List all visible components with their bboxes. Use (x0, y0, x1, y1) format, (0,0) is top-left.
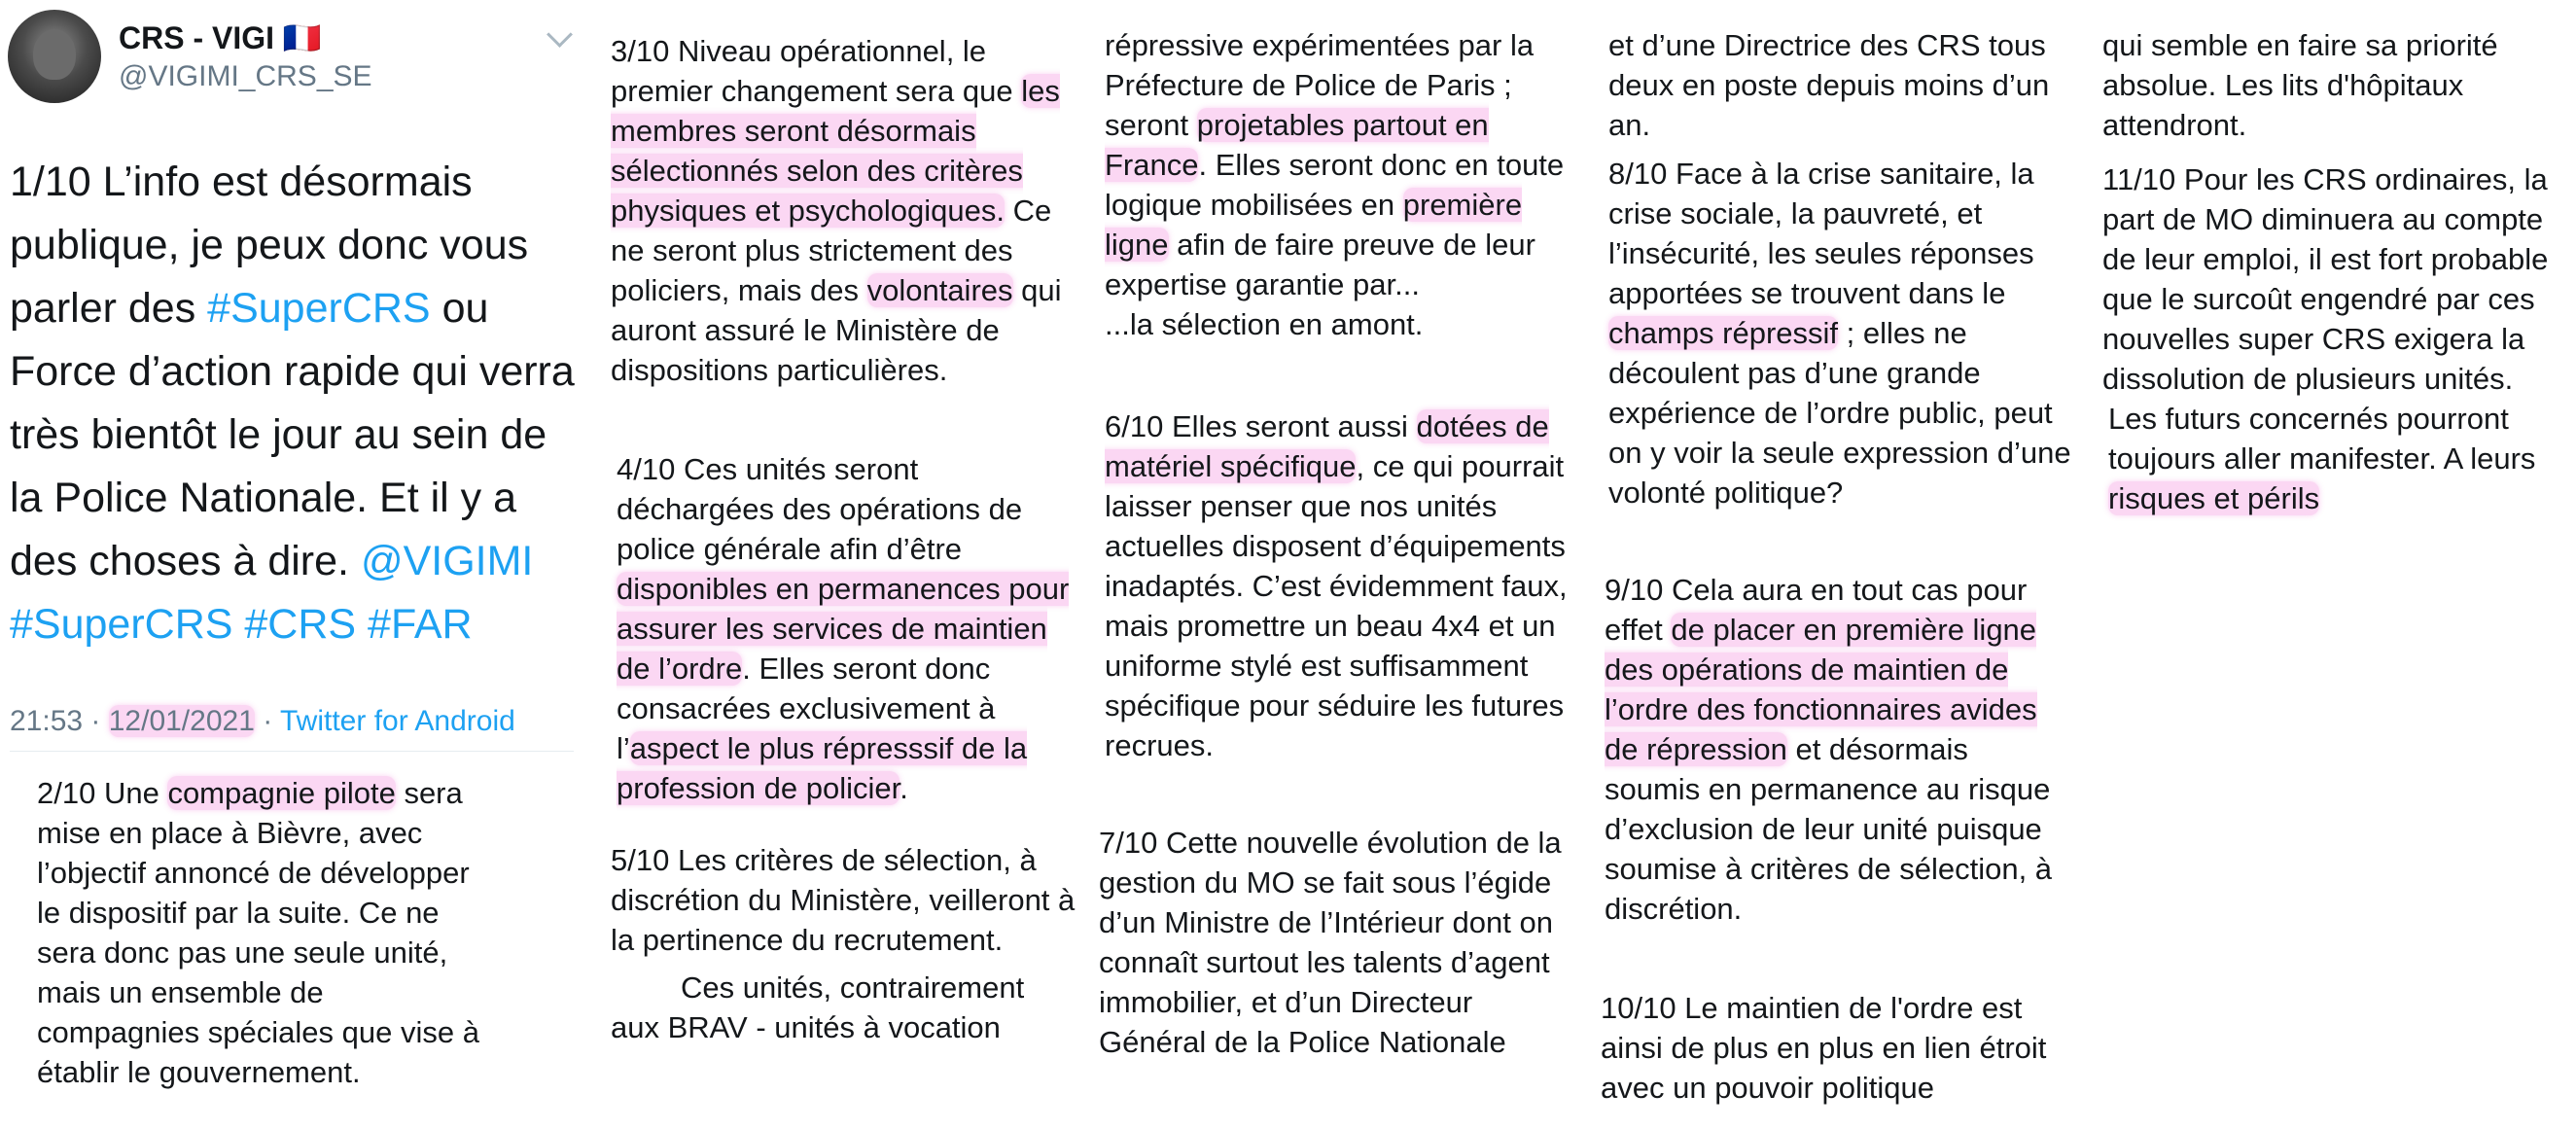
thread-post-6: 6/10 Elles seront aussi dotées de matériel spécifique, ce qui pourrait laisser penser que nos unités actuelles disposent d’équipements inadaptés. C’est évidemment faux, mais promettre un beau 4x4 et un uniforme stylé est suffisamment spécifique pour séduire les futures recrues. (1105, 409, 1568, 762)
thread-post-2: 2/10 Une compagnie pilote sera mise en place à Bièvre, avec l’objectif annoncé de développer le dispositif par la suite. Ce ne sera donc pas une seule unité, mais un ensemble de compagnies spéciales que vise à établir le gouvernement. (37, 776, 479, 1089)
display-name[interactable]: CRS - VIGI 🇫🇷 (119, 20, 322, 55)
divider (10, 751, 574, 752)
thread-post-7: 7/10 Cette nouvelle évolution de la gestion du MO se fait sous l’égide d’un Ministre de l’Intérieur dont on connaît surtout les talents d’agent immobilier, et d’un Directeur Général de la Police Nationale (1099, 826, 1562, 1059)
tweet-source-link[interactable]: Twitter for Android (280, 705, 515, 737)
thread-post-7-continued: et d’une Directrice des CRS tous deux en poste depuis moins d’un an. (1608, 28, 2050, 142)
thread-post-4: 4/10 Ces unités seront déchargées des opérations de police générale afin d’être disponibles en permanences pour assurer les services de maintien de l’ordre. Elles seront donc consacrées exclusivement à l’aspect le plus répresssif de la profession de policier. (617, 452, 1070, 805)
tweet-meta: 21:53 · 12/01/2021 · Twitter for Android (10, 705, 515, 737)
avatar[interactable] (8, 10, 101, 103)
thread-post-10-continued: qui semble en faire sa priorité absolue. Les lits d'hôpitaux attendront. (2102, 28, 2498, 142)
thread-post-3: 3/10 Niveau opérationnel, le premier changement sera que les membres seront désormais sélectionnés selon des critères physiques et psychologiques. Ce ne seront plus strictement des policiers, mais des volontaires qui auront assuré le Ministère de dispositions particulières. (611, 34, 1062, 387)
thread-post-9: 9/10 Cela aura en tout cas pour effet de placer en première ligne des opérations de maintien de l’ordre des fonctionnaires avides de répression et désormais soumis en permanence au risque d’exclusion de leur unité puisque soumise à critères de sélection, à discrétion. (1605, 573, 2053, 926)
tweet-time: 21:53 · (10, 705, 109, 737)
tweet-date[interactable]: 12/01/2021 (108, 705, 255, 737)
thread-post-8: 8/10 Face à la crise sanitaire, la crise sociale, la pauvreté, et l’insécurité, les seules réponses apportées se trouvent dans le champs répressif ; elles ne découlent pas d’une grande expérience de l’ordre public, peut on y voir la seule expression d’une volonté politique? (1608, 157, 2071, 510)
mention-link[interactable]: @VIGIMI (360, 538, 534, 584)
hashtags-link[interactable]: #SuperCRS #CRS #FAR (10, 601, 473, 648)
thread-post-11: 11/10 Pour les CRS ordinaires, la part de MO diminuera au compte de leur emploi, il est fort probable que le surcoût engendré par ces nouvelles super CRS exigera la dissolution de plusieurs unités. Les futurs concernés pourront toujours aller manifester. A leurs risques et périls (2102, 162, 2549, 515)
chevron-down-icon[interactable] (547, 21, 573, 48)
user-handle[interactable]: @VIGIMI_CRS_SE (119, 60, 372, 92)
thread-post-5: 5/10 Les critères de sélection, à discrétion du Ministère, veilleront à la pertinence du recrutement. Ces unités, contrairement aux BRAV - unités à vocation (611, 843, 1076, 1044)
thread-post-5-continued: répressive expérimentées par la Préfecture de Police de Paris ; seront projetables partout en France. Elles seront donc en toute logique mobilisées en première ligne afin de faire preuve de leur expertise garantie par... ...la sélection en amont. (1105, 28, 1565, 341)
tweet-text: 1/10 L’info est désormais publique, je peux donc vous parler des #SuperCRS ou Force d’action rapide qui verra très bientôt le jour au sein de la Police Nationale. Et il y a des choses à dire. @VIGIMI #SuperCRS #CRS #FAR (10, 159, 575, 648)
hashtag-link[interactable]: #SuperCRS (207, 285, 431, 332)
thread-post-10: 10/10 Le maintien de l'ordre est ainsi de plus en plus en lien étroit avec un pouvoir politique (1601, 991, 2047, 1105)
